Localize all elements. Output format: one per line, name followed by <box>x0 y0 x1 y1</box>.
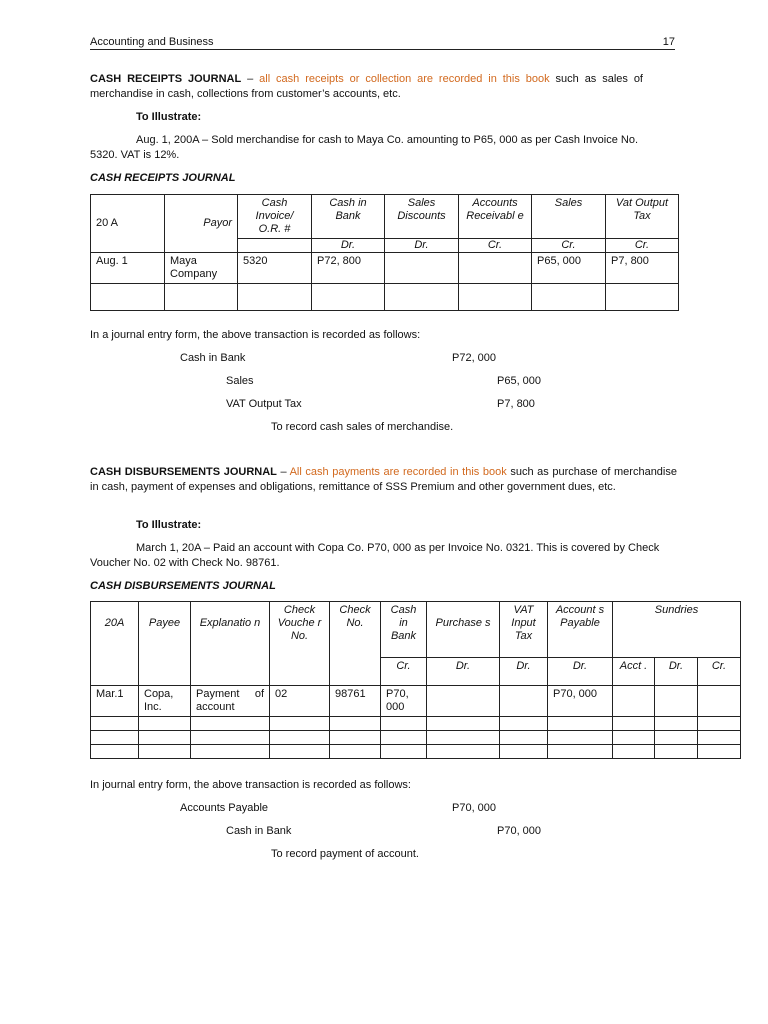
cdj-je-amount-2: P70, 000 <box>497 825 542 837</box>
crj-je-amount-2: P65, 000 <box>497 375 542 387</box>
cdj-cell-purchases <box>427 686 500 717</box>
crj-cell-sales-discounts <box>385 253 459 284</box>
table-row <box>91 284 679 311</box>
crj-example: Aug. 1, 200A – Sold merchandise for cash to Maya Co. amounting to P65, 000 as per Cash Invoice No. 5320. VAT is 12%. <box>90 134 639 161</box>
cdj-sub-sundries-dr: Dr. <box>655 658 698 686</box>
cdj-sub-purchases: Dr. <box>427 658 500 686</box>
cdj-table <box>90 601 741 759</box>
crj-col-sales-discounts: Sales Discounts <box>385 195 459 239</box>
cdj-example: March 1, 20A – Paid an account with Copa Co. P70, 000 as per Invoice No. 0321. This is covered by Check Voucher No. 02 with Check No. 98761. <box>90 542 660 569</box>
crj-je-memo: To record cash sales of merchandise. <box>271 421 454 433</box>
cdj-cell-explanation: Payment of account <box>191 686 270 717</box>
crj-col-sales: Sales <box>532 195 606 239</box>
cdj-header-row <box>91 602 741 658</box>
crj-col-year: 20 A <box>91 195 165 253</box>
cdj-je-account-2: Cash in Bank <box>226 825 292 837</box>
crj-je-account-1: Cash in Bank <box>180 352 246 364</box>
crj-cell-vat-output: P7, 800 <box>606 253 679 284</box>
cdj-je-account-1: Accounts Payable <box>180 802 269 814</box>
crj-table-title: CASH RECEIPTS JOURNAL <box>90 172 236 184</box>
crj-je-account-2: Sales <box>226 375 254 387</box>
cdj-table-title: CASH DISBURSEMENTS JOURNAL <box>90 580 276 592</box>
cdj-sub-sundries-cr: Cr. <box>698 658 741 686</box>
table-row <box>91 731 741 745</box>
cdj-cell-check-no: 98761 <box>330 686 381 717</box>
crj-col-vat-output: Vat Output Tax <box>606 195 679 239</box>
table-row <box>91 686 741 717</box>
cdj-je-intro: In journal entry form, the above transaction is recorded as follows: <box>90 779 411 791</box>
cdj-col-cash-bank: Cash in Bank <box>381 602 427 658</box>
header-title: Accounting and Business <box>90 36 214 48</box>
cdj-sub-cash-bank: Cr. <box>381 658 427 686</box>
cdj-col-explanation: Explanatio n <box>191 602 270 686</box>
cdj-cell-sundries-cr <box>698 686 741 717</box>
crj-sub-empty <box>238 239 312 253</box>
cdj-col-vat-input: VAT Input Tax <box>500 602 548 658</box>
crj-rest: such as sales of merchandise in cash, collections from customer’s accounts, etc. <box>90 73 643 100</box>
table-row <box>91 253 679 284</box>
cdj-cell-sundries-dr <box>655 686 698 717</box>
crj-sub-sales-discounts: Dr. <box>385 239 459 253</box>
cdj-highlight: All cash payments are recorded in this book <box>289 466 507 478</box>
cdj-col-check-no: Check No. <box>330 602 381 686</box>
cdj-sub-vat-input: Dr. <box>500 658 548 686</box>
cdj-cell-check-voucher: 02 <box>270 686 330 717</box>
cdj-cell-cash-bank: P70, 000 <box>381 686 427 717</box>
cdj-cell-sundries-acct <box>613 686 655 717</box>
crj-col-accounts-receivable: Accounts Receivabl e <box>459 195 532 239</box>
crj-sub-cash-bank: Dr. <box>312 239 385 253</box>
cdj-col-check-voucher: Check Vouche r No. <box>270 602 330 686</box>
cdj-sub-sundries-acct: Acct . <box>613 658 655 686</box>
cdj-heading: CASH DISBURSEMENTS JOURNAL <box>90 466 277 478</box>
cdj-col-year: 20A <box>91 602 139 686</box>
crj-sub-vat-output: Cr. <box>606 239 679 253</box>
table-row <box>91 745 741 759</box>
page-number: 17 <box>662 36 675 48</box>
crj-col-payor: Payor <box>165 195 238 253</box>
crj-table <box>90 194 679 311</box>
cdj-cell-vat-input <box>500 686 548 717</box>
crj-col-invoice: Cash Invoice/ O.R. # <box>238 195 312 239</box>
crj-sub-sales: Cr. <box>532 239 606 253</box>
cdj-intro <box>90 465 677 495</box>
crj-sub-accounts-receivable: Cr. <box>459 239 532 253</box>
cdj-cell-accounts-payable: P70, 000 <box>548 686 613 717</box>
crj-dash: – <box>241 73 260 85</box>
cdj-dash: – <box>276 466 290 478</box>
cdj-illustrate: To Illustrate: <box>136 519 202 531</box>
crj-je-intro: In a journal entry form, the above transaction is recorded as follows: <box>90 329 421 341</box>
crj-cell-cash-bank: P72, 800 <box>312 253 385 284</box>
cdj-cell-payee: Copa, Inc. <box>139 686 191 717</box>
crj-je-amount-3: P7, 800 <box>497 398 535 410</box>
cdj-col-purchases: Purchase s <box>427 602 500 658</box>
cdj-je-memo: To record payment of account. <box>271 848 419 860</box>
crj-cell-sales: P65, 000 <box>532 253 606 284</box>
crj-cell-payor: Maya Company <box>165 253 238 284</box>
page-header <box>90 36 675 50</box>
crj-heading: CASH RECEIPTS JOURNAL <box>90 73 242 85</box>
cdj-je-amount-1: P70, 000 <box>452 802 497 814</box>
table-row <box>91 717 741 731</box>
cdj-col-payee: Payee <box>139 602 191 686</box>
crj-intro <box>90 72 643 102</box>
crj-highlight: all cash receipts or collection are recorded in this book <box>259 73 550 85</box>
cdj-col-sundries: Sundries <box>613 602 741 658</box>
crj-je-account-3: VAT Output Tax <box>226 398 302 410</box>
crj-col-cash-bank: Cash in Bank <box>312 195 385 239</box>
cdj-sub-accounts-payable: Dr. <box>548 658 613 686</box>
cdj-cell-date: Mar.1 <box>91 686 139 717</box>
crj-cell-invoice: 5320 <box>238 253 312 284</box>
crj-illustrate: To Illustrate: <box>136 111 202 123</box>
cdj-rest: such as purchase of merchandise in cash, payment of expenses and obligations, remittance of SSS Premium and other government dues, etc. <box>90 466 677 493</box>
crj-header-row <box>91 195 679 239</box>
cdj-col-accounts-payable: Account s Payable <box>548 602 613 658</box>
crj-cell-accounts-receivable <box>459 253 532 284</box>
crj-cell-date: Aug. 1 <box>91 253 165 284</box>
crj-je-amount-1: P72, 000 <box>452 352 497 364</box>
